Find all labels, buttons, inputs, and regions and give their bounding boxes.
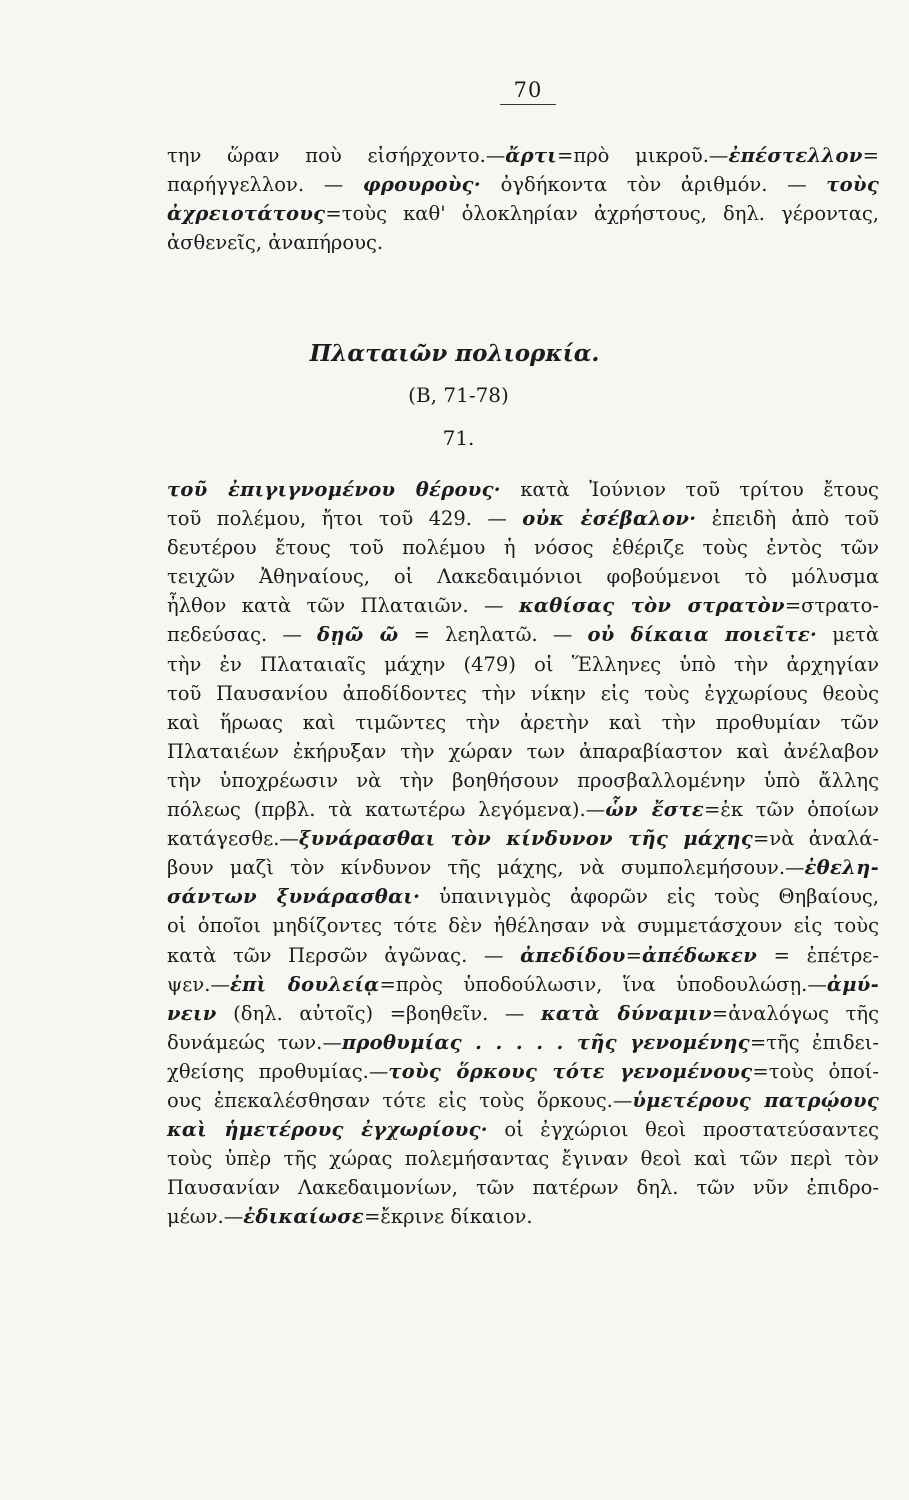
text-run: ἀσθενεῖς, ἀναπήρους.	[167, 231, 384, 255]
text-run: Πλαταιέων ἐκήρυξαν τὴν χώραν των ἀπαραβίαστον καὶ ἀνέλαβον	[167, 739, 879, 763]
top-paragraph	[167, 141, 879, 257]
text-run: τοὺς ὑπὲρ τῆς χώρας πολεμήσαντας ἔγιναν θεοὶ καὶ τῶν περὶ τὸν	[167, 1147, 879, 1171]
text-run: ὀγδήκοντα τὸν ἀριθμόν. —	[480, 173, 827, 197]
text-line	[167, 504, 879, 533]
text-run: τειχῶν Ἀθηναίους, οἱ Λακεδαιμόνιοι φοβούμενοι τὸ μόλυσμα	[167, 565, 879, 589]
lemma-term: κατὰ δύναμιν	[541, 1001, 712, 1025]
text-run: τὴν ἐν Πλαταιαῖς μάχην (479) οἱ Ἕλληνες ὑπὸ τὴν ἀρχηγίαν	[167, 652, 879, 676]
text-line	[167, 766, 879, 795]
lemma-term: καὶ ἡμετέρους ἐγχωρίους·	[167, 1118, 488, 1142]
text-run: κατάγεσθε.—	[167, 827, 299, 851]
text-run: μέων.—	[167, 1205, 244, 1229]
lemma-term: προθυμίας . . . . . τῆς γενομένης	[341, 1030, 750, 1054]
text-run: =ἐκ τῶν ὁποίων	[704, 798, 879, 822]
text-run: = ἐπέτρε-	[757, 943, 879, 967]
lemma-term: δῃῶ ῶ	[316, 623, 399, 647]
text-run: ους ἐπεκαλέσθησαν τότε εἰς τοὺς ὅρκους.—	[167, 1088, 633, 1112]
lemma-term: ξυνάρασθαι τὸν κίνδυνον τῆς μάχης	[298, 827, 754, 851]
lemma-term: ὑμετέρους πατρῴους	[632, 1088, 879, 1112]
text-line	[167, 533, 879, 562]
lemma-term: καθίσας τὸν στρατὸν	[518, 594, 785, 618]
text-line	[167, 199, 879, 228]
text-line	[167, 1202, 879, 1231]
text-run: =	[625, 943, 642, 967]
lemma-term: οὐ δίκαια ποιεῖτε·	[587, 623, 818, 647]
text-line	[167, 1028, 879, 1057]
lemma-term: ἀπεδίδου	[520, 943, 626, 967]
chapter-commentary	[167, 475, 879, 1231]
text-run: ἐπειδὴ ἀπὸ τοῦ	[696, 507, 880, 531]
text-run: δευτέρου ἔτους τοῦ πολέμου ἡ νόσος ἐθέριζε τοὺς ἐντὸς τῶν	[167, 536, 879, 560]
text-run: κατὰ Ἰούνιον τοῦ τρίτου ἔτους	[500, 478, 879, 501]
text-run: =ἔκρινε δίκαιον.	[364, 1205, 533, 1229]
text-line	[167, 141, 879, 170]
text-run: ὑπαινιγμὸς ἀφορῶν εἰς τοὺς Θηβαίους,	[420, 885, 879, 909]
lemma-term: τοὺς	[826, 173, 879, 197]
lemma-term: φρουροὺς·	[362, 173, 481, 197]
text-line	[167, 475, 879, 504]
text-run: Παυσανίαν Λακεδαιμονίων, τῶν πατέρων δηλ. τῶν νῦν ἐπιδρο-	[167, 1176, 879, 1200]
lemma-term: ἐδικαίωσε	[243, 1205, 365, 1229]
text-run: δυνάμεώς των.—	[167, 1030, 342, 1054]
text-run: κατὰ τῶν Περσῶν ἀγῶνας. —	[167, 943, 521, 967]
section-title: Πλαταιῶν πολιορκία.	[309, 340, 600, 367]
lemma-term: τοῦ ἐπιγιγνομένου θέρους·	[167, 478, 501, 501]
text-line	[167, 737, 879, 766]
text-run: =πρὸ μικροῦ.—	[557, 144, 729, 167]
text-run: (δηλ. αὐτοῖς) =βοηθεῖν. —	[216, 1001, 542, 1025]
text-run: την ὥραν ποὺ εἰσήρχοντο.—	[167, 144, 506, 167]
lemma-term: ἀμύ-	[826, 972, 879, 996]
text-line	[167, 591, 879, 620]
text-run: οἱ ὁποῖοι μηδίζοντες τότε δὲν ἠθέλησαν νὰ συμμετάσχουν εἰς τοὺς	[167, 914, 879, 938]
text-run: = λεηλατῶ. —	[398, 623, 588, 647]
text-line	[167, 620, 879, 649]
text-run: πεδεύσας. —	[167, 623, 317, 647]
lemma-term: σάντων ξυνάρασθαι·	[167, 885, 421, 909]
text-line	[167, 708, 879, 737]
lemma-term: ὧν ἔστε	[605, 798, 705, 822]
lemma-term: νειν	[167, 1001, 217, 1025]
text-line	[167, 228, 879, 257]
text-line	[167, 1144, 879, 1173]
text-line	[167, 941, 879, 970]
text-run: =τοὺς ὁποί-	[752, 1059, 880, 1083]
text-run: =πρὸς ὑποδούλωσιν, ἵνα ὑποδουλώσῃ.—	[379, 972, 827, 996]
text-run: ψεν.—	[167, 972, 230, 996]
text-line	[167, 1115, 879, 1144]
lemma-term: ἐπὶ δουλείᾳ	[229, 972, 380, 996]
text-run: βουν μαζὶ τὸν κίνδυνον τῆς μάχης, νὰ συμπολεμήσουν.—	[167, 856, 805, 880]
text-run: καὶ ἥρωας καὶ τιμῶντες τὴν ἀρετὴν καὶ τὴν προθυμίαν τῶν	[167, 710, 879, 734]
text-run: τὴν ὑποχρέωσιν νὰ τὴν βοηθήσουν προσβαλλομένην ὑπὸ ἄλλης	[167, 768, 879, 792]
text-run: =τῆς ἐπιδει-	[749, 1030, 879, 1054]
lemma-term: ἐπέστελλον	[728, 144, 863, 167]
lemma-term: οὐκ ἐσέβαλον·	[522, 507, 697, 531]
text-run: χθείσης προθυμίας.—	[167, 1059, 389, 1083]
text-run: τοῦ πολέμου, ἤτοι τοῦ 429. —	[167, 507, 523, 531]
text-line	[167, 562, 879, 591]
text-run: τοῦ Παυσανίου ἀποδίδοντες τὴν νίκην εἰς τοὺς ἐγχωρίους θεοὺς	[167, 681, 879, 705]
text-line	[167, 650, 879, 679]
text-run: =ἀναλόγως τῆς	[711, 1001, 879, 1025]
chapter-number: 71.	[442, 426, 475, 450]
text-run: =στρατο-	[784, 594, 879, 618]
text-run: =νὰ ἀναλά-	[753, 827, 879, 851]
text-line	[167, 1086, 879, 1115]
lemma-term: τοὺς ὅρκους τότε γενομένους	[388, 1059, 753, 1083]
lemma-term: ἀπέδωκεν	[641, 943, 758, 967]
text-run: πόλεως (πρβλ. τὰ κατωτέρω λεγόμενα).—	[167, 798, 606, 822]
text-run: =τοὺς καθ' ὁλοκληρίαν ἀχρήστους, δηλ. γέροντας,	[325, 202, 879, 226]
text-run: παρήγγελλον. —	[167, 173, 363, 197]
text-run: =	[862, 144, 879, 167]
text-line	[167, 679, 879, 708]
text-line	[167, 911, 879, 940]
text-line	[167, 824, 879, 853]
lemma-term: ἀχρειοτάτους	[167, 202, 326, 226]
section-reference: (Β, 71-78)	[408, 383, 509, 407]
text-line	[167, 970, 879, 999]
text-line	[167, 1057, 879, 1086]
text-line	[167, 795, 879, 824]
text-run: ἦλθον κατὰ τῶν Πλαταιῶν. —	[167, 594, 519, 618]
text-line	[167, 999, 879, 1028]
text-line	[167, 882, 879, 911]
page-number: 70	[500, 78, 556, 105]
lemma-term: ἐθελη-	[804, 856, 879, 880]
text-run: οἱ ἐγχώριοι θεοὶ προστατεύσαντες	[487, 1118, 879, 1142]
text-line	[167, 170, 879, 199]
lemma-term: ἄρτι	[505, 144, 558, 167]
text-line	[167, 1173, 879, 1202]
text-run: μετὰ	[817, 623, 879, 647]
text-line	[167, 853, 879, 882]
